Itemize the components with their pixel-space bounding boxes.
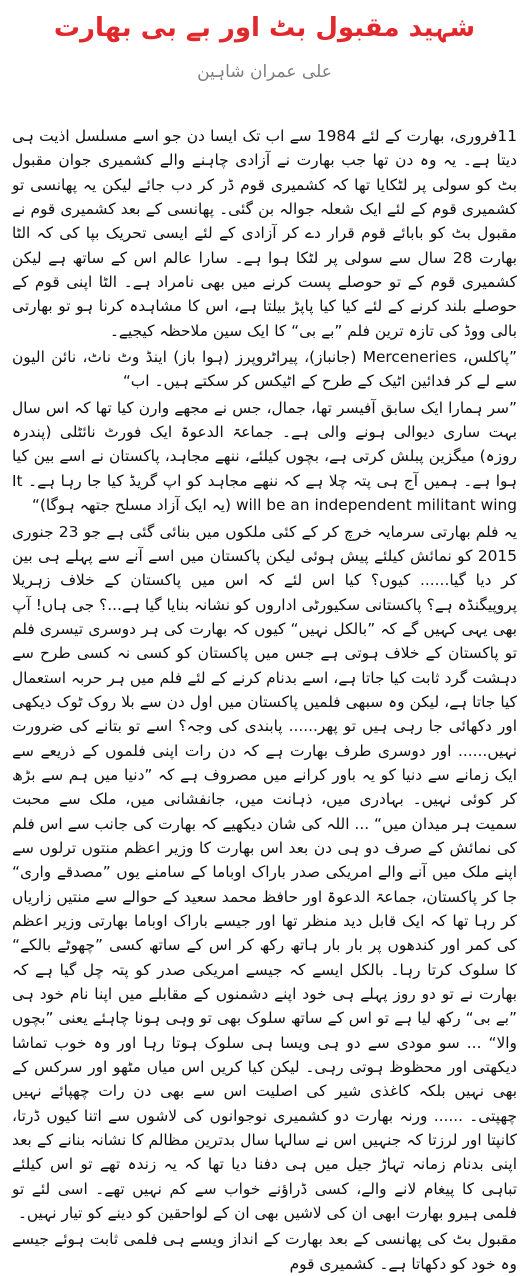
article-body xyxy=(12,124,517,1276)
article-paragraph: مقبول بٹ کی پھانسی کے بعد بھارت کے انداز ویسے ہی فلمی ثابت ہوئے جیسے وہ خود کو دکھاتا ہے۔ کشمیری قوم xyxy=(12,1230,517,1273)
article-paragraph: یہ فلم بھارتی سرمایہ خرچ کر کے کئی ملکوں میں بنائی گئی ہے جو 23 جنوری 2015 کو نمائش کیلئے پیش ہوئی لیکن پاکستان میں اسے آنے سے پہلے ہی بین کر دیا گیا...... کیوں؟ کیا اس لئے کہ اس میں پاکستان کے خلاف زہریلا پروپیگنڈہ ہے؟ پاکستانی سکیورٹی اداروں کو نشانہ بنایا گیا ہے...؟ جی ہاں! آپ بھی یہی کہیں گے کہ ”بالکل نہیں“ کیوں کہ بھارت کی ہر دوسری تیسری فلم تو پاکستان کے خلاف ہوتی ہے جس میں پاکستان کو کسی نہ کسی طرح سے دہشت گرد ثابت کیا جاتا ہے، اسے بدنام کرنے کے لئے فلم میں ہر حربہ استعمال کیا جاتا ہے، لیکن وہ سبھی فلمیں پاکستان میں اول دن سے بلا روک ٹوک دیکھی اور دکھائی جا رہی ہیں تو پھر...... پابندی کی وجہ؟ اسے تو بتانے کی ضرورت نہیں...... اور دوسری طرف بھارت ہے کہ دن رات اپنی فلموں کے ذریعے سے ایک زمانے سے دنیا کو یہ باور کرانے میں مصروف ہے کہ ”دنیا میں ہم سے بڑھ کر کوئی نہیں۔ بہادری میں، ذہانت میں، جانفشانی میں، ملک سے محبت سمیت ہر میدان میں“ ... اللہ کی شان دیکھیے کہ بھارت کی جانب سے اس فلم کی نمائش کے صرف دو ہی دن بعد اس بھارت کا وزیر اعظم منتوں ترلوں سے اپنے ملک میں آنے والے امریکی صدر باراک اوباما کے سامنے یوں ”مصدقے واری“ جا کر پاکستان، جماعۃ الدعوۃ اور حافظ محمد سعید کے حوالے سے منتیں زاریاں کر رہا تھا کہ ایک قابل دید منظر تھا اور جیسے باراک اوباما بھارتی وزیر اعظم کی کمر اور کندھوں پر بار بار ہاتھ رکھ کر اس کے ساتھ کسی ”چھوٹے بالکے“ کا سلوک کرتا رہا۔ بالکل ایسے کہ جیسے امریکی صدر کو پتہ چل گیا ہے کہ بھارت نے تو دو روز پہلے ہی خود اپنے دشمنوں کے مقابلے میں اپنا نام خود ہی ”بے بی“ رکھ لیا ہے تو اس کے ساتھ سلوک بھی تو وہی ہونا چاہئے یعنی ”بچوں والا“ ... سو مودی سے دو ہی ویسا ہی سلوک ہوتا رہا اور وہ خوب تماشا دیکھتی اور محظوظ ہوتی رہی۔ لیکن کیا کریں اس میاں مٹھو اور سرکس کے بھی نہیں بلکہ کاغذی شیر کی اصلیت اس سے بھی دن رات چھپائے نہیں چھپتی۔ ...... ورنہ بھارت دو کشمیری نوجوانوں کی لاشوں سے اتنا کیوں ڈرتا، کانپتا اور لرزتا کہ جنہیں اس نے سالہا سال بدترین مظالم کا نشانہ بنانے کے بعد اپنی بدنام زمانہ تہاڑ جیل میں ہی دفنا دیا تھا کہ یہ زندہ تھے تو اس کیلئے تباہی کا پیغام لانے والے، کسی ڈراؤنے خواب سے کم نہیں تھے۔ اسی لئے تو فلمی ہیرو بھارت ابھی ان کی لاشیں بھی ان کے لواحقین کو دینے کو تیار نہیں۔ xyxy=(12,522,517,1223)
article-author: علی عمران شاہین xyxy=(197,62,332,82)
article-paragraph: ”سر ہمارا ایک سابق آفیسر تھا، جمال، جس نے مجھے وارن کیا تھا کہ اس سال بہت ساری دیوالی ہونے والی ہے۔ جماعۃ الدعوۃ ایک فورٹ نائٹلی (پندرہ روزہ) میگزین پبلش کرتی ہے، بچوں کیلئے، ننھے مجاہد، پاکستان نے اسے بین کیا ہوا ہے۔ ہمیں آج ہی پتہ چلا ہے کہ ننھے مجاہد کو اپ گریڈ کیا جا رہا ہے۔ It will be an independent militant wing (یہ ایک آزاد مسلح جتھہ ہوگا)“ xyxy=(12,398,517,515)
article-paragraph: 11فروری، بھارت کے لئے 1984 سے اب تک ایسا دن جو اسے مسلسل اذیت ہی دیتا ہے۔ یہ وہ دن تھا جب بھارت نے آزادی چاہنے والے کشمیری جوان مقبول بٹ کو سولی پر لٹکایا تھا کہ کشمیری قوم ڈر کر دب جائے لیکن یہ پھانسی تو کشمیری قوم کے لئے ایک شعلہ جوالہ بن گئی۔ پھانسی کے بعد کشمیری قوم نے مقبول بٹ کو بابائے قوم قرار دے کر آزادی کے لئے ایسی تحریک بپا کی کہ الٹا بھارت 28 سال سے سولی پر لٹکا ہوا ہے۔ سارا عالم اس کے ساتھ ہے لیکن کشمیری قوم کے تو حوصلے پست کرنے میں بھی نامراد ہے۔ الٹا اپنی قوم کے حوصلے بلند کرنے کے لئے کیا کیا پاپڑ بیلتا ہے، اس کا مشاہدہ کرنا ہو تو بھارتی بالی ووڈ کی تازہ ترین فلم ”بے بی“ کا ایک سین ملاحظہ کیجیے۔ xyxy=(12,127,517,340)
article-title: شہید مقبول بٹ اور بے بی بھارت xyxy=(53,13,476,43)
article-paragraph: ”پاکلس، Merceneries (جانباز)، پیراٹروپرز (ہوا باز) اینڈ وٹ ناٹ، نائن الیون سے لے کر فدائین اٹیک کے طرح کے اٹیکس کر سکتے ہیں۔ اب“ xyxy=(12,348,517,391)
